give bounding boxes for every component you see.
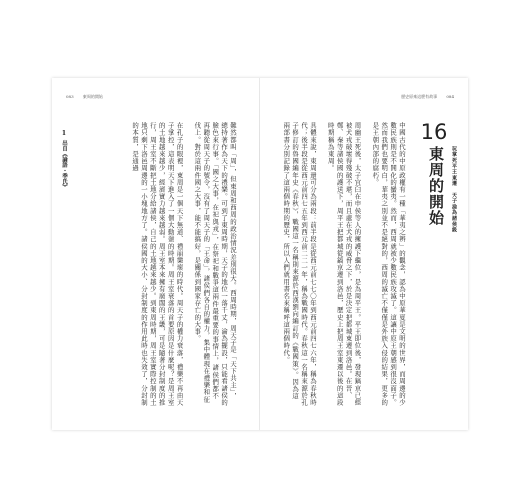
right-body-text: 中國古代的中原政權有一種「華夷之辨」的觀念，認為中原華夏是文明的世界，而周邊的少數民族則是不開化的蠻夷。然而，西周就被少數民族攻滅了。這讓中原王朝感到很沒面子。然而我們也要明白，華夷之別並不是絕對的，西周的滅亡不僅僅是外族入侵的結果，更多的是王朝內部的腐朽。 周幽王死後，太子宜臼在申侯等人的擁護下繼位，是為周平王。平王即位後，發現鎬京已經被犬戎破壞得殘破不堪，而且處在犬戎的威脅之下，於是決定把都城東遷到洛邑。在晉、鄭、秦等諸侯國的護送下，周平王把都城從鎬京遷到洛邑，歷史上把周王室東遷以後的這段時期稱為東周。 具體來說，東周還可分為兩段：前半段是從西元前七七〇年到西元前四七六年，稱為春秋時代；後半段是從西元前四七五年到西元前二二一年，稱為戰國時代。春秋這一名稱來源於孔子修訂的魯國編年史《春秋》，戰國這一名稱則來源於西漢劉向編訂的《戰國策》。因為這兩部書分別記錄了這兩個時期的歷史，所以人們就用書名來稱呼這兩個時代。 <box>282 122 406 406</box>
left-page-header <box>66 94 103 100</box>
chapter-number: 16 <box>420 120 448 144</box>
right-page-header <box>401 94 454 100</box>
footnote-number: 1 <box>61 130 67 137</box>
footnote-text: 出自《論語・季氏》 <box>61 139 67 190</box>
right-running-head: 歷史原來這麼有故事 <box>401 94 438 99</box>
chapter-subtitle: 玩掌死平王東遷 天子淪為諸侯級 <box>451 146 457 233</box>
right-page <box>260 78 468 430</box>
left-page-number: 083 <box>66 94 74 99</box>
left-page <box>52 78 259 430</box>
book-spread <box>52 78 468 430</box>
left-running-head: 東周的開始 <box>82 94 103 99</box>
chapter-title: 東周的開始 <box>427 146 445 226</box>
right-page-number: 084 <box>446 94 454 99</box>
left-body-text: 難然都叫「周」，但東周和西周的政治情況差別很大。西周時期，周天子是「天下共主」，總持著作為天下的禮樂。可到了東周時期，天子的地位一落千丈，淪為擺設，只能看諸侯的臉色來行事。「國之大事，在祀與戎」，在祭祀和戰爭這兩件最重要的事情上，諸侯們都不再聽從周天子的號令，沒有了周天子的「王命」，諸侯們各自的權力，集中體現在禮樂和征伐上。對於這兩件國之大事，能不能搞好，是關係到國家存亡的大事。 在孔子的眼裡，東周是一個天下無道、禮崩樂壞的時代。周天子的權力衰落，禮樂不再由天子掌控，這表明天下進入了一個大動盪的時期。周王室衰落的首要原因是什麼呢？是周王室的土地越來越少，經濟實力越來越弱。周王室本來擁有廣闊的王畿，可是隨著分封制度的推行，周王室不斷把土地分給諸侯，自己的土地越來越少。到東周時期，周王室實際控制的土地只剩下洛邑周邊的一小塊地方了。諸侯國的大小、分封制度的作用此時也失效了，分封制的本質，是通過 <box>131 122 237 406</box>
footnote <box>60 130 68 189</box>
